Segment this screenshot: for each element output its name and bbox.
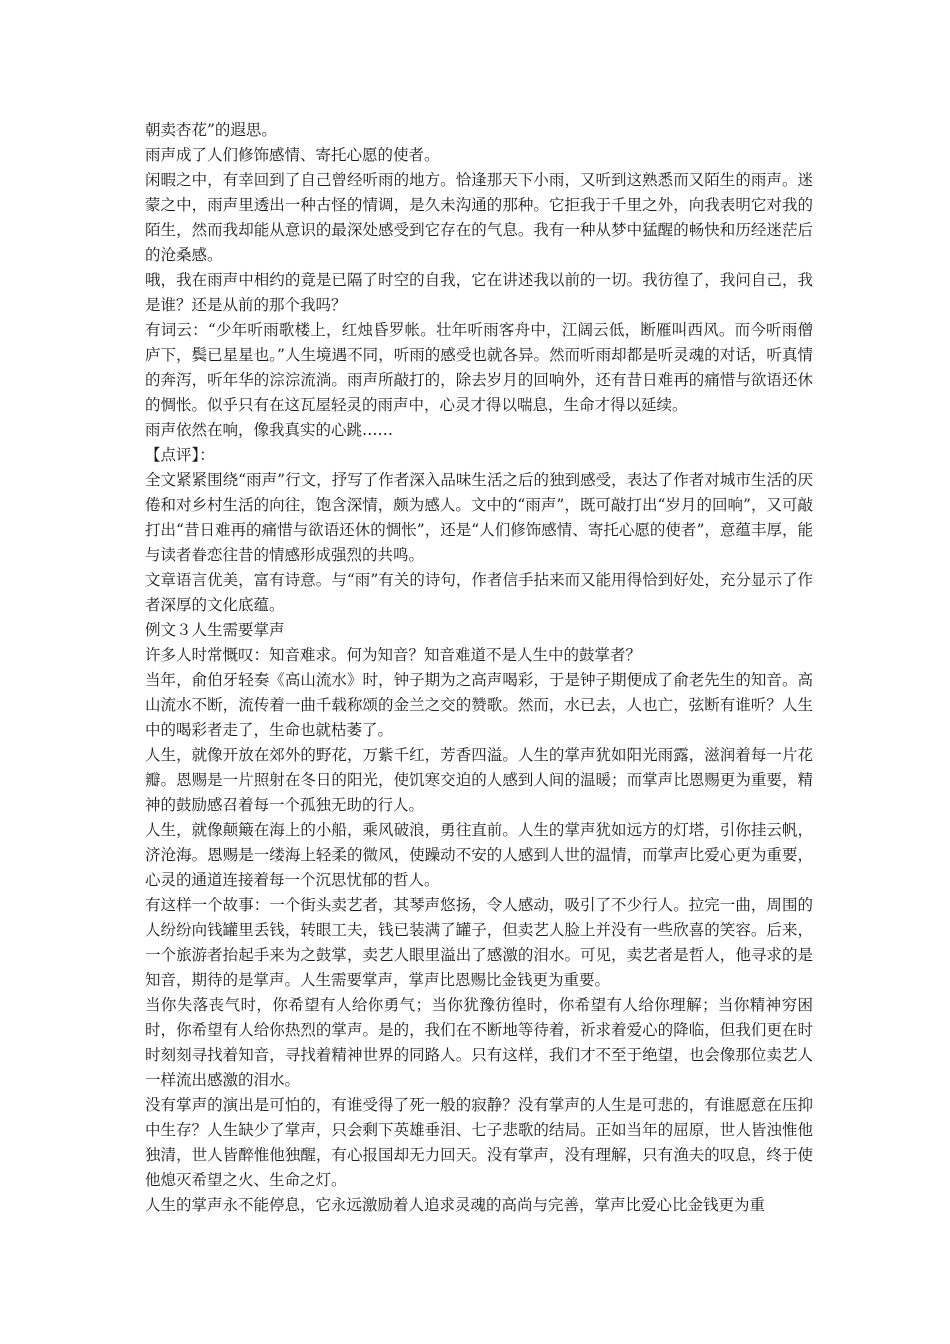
- comment-heading: 【点评】：: [145, 446, 215, 464]
- paragraph-14: 人生，就像颠簸在海上的小船，乘风破浪，勇往直前。人生的掌声犹如远方的灯塔，引你挂云帆，济沧海。恩赐是一缕海上轻柔的微风，使躁动不安的人感到人世的温情，而掌声比爱心更为重要，心灵的通道连接着每一个沉思忧郁的哲人。: [145, 821, 813, 889]
- paragraph-5: 有词云：“少年听雨歌楼上，红烛昏罗帐。壮年听雨客舟中，江阔云低，断雁叫西风。而今听雨僧庐下，鬓已星星也。”人生境遇不同，听雨的感受也就各异。然而听雨却都是听灵魂的对话，听真情的奔泻，听年华的淙淙流淌。雨声所敲打的，除去岁月的回响外，还有昔日难再的痛惜与欲语还休的惆怅。似乎只有在这瓦屋轻灵的雨声中，心灵才得以喘息，生命才得以延续。: [145, 321, 813, 414]
- paragraph-6: 雨声依然在响，像我真实的心跳……: [145, 421, 394, 439]
- example-title: 例文３人生需要掌声: [145, 621, 285, 639]
- paragraph-9: 文章语言优美，富有诗意。与“雨”有关的诗句，作者信手拈来而又能用得恰到好处，充分显示了作者深厚的文化底蕴。: [145, 571, 813, 614]
- paragraph-11: 许多人时常慨叹：知音难求。何为知音？知音难道不是人生中的鼓掌者？: [145, 646, 642, 664]
- paragraph-2: 雨声成了人们修饰感情、寄托心愿的使者。: [145, 146, 440, 164]
- paragraph-17: 没有掌声的演出是可怕的，有谁受得了死一般的寂静？没有掌声的人生是可悲的，有谁愿意在压抑中生存？人生缺少了掌声，只会剩下英雄垂泪、七子悲歌的结局。正如当年的屈原，世人皆浊惟他独清，世人皆醉惟他独醒，有心报国却无力回天。没有掌声，没有理解，只有渔夫的叹息，终于使他熄灭希望之火、生命之灯。: [145, 1096, 813, 1189]
- paragraph-15: 有这样一个故事：一个街头卖艺者，其琴声悠扬，令人感动，吸引了不少行人。拉完一曲，周围的人纷纷向钱罐里丢钱，转眼工夫，钱已装满了罐子，但卖艺人脸上并没有一些欣喜的笑容。后来，一个旅游者抬起手来为之鼓掌，卖艺人眼里溢出了感激的泪水。可见，卖艺者是哲人，他寻求的是知音，期待的是掌声。人生需要掌声，掌声比恩赐比金钱更为重要。: [145, 896, 813, 989]
- paragraph-8: 全文紧紧围绕“雨声”行文，抒写了作者深入品味生活之后的独到感受，表达了作者对城市生活的厌倦和对乡村生活的向往，饱含深情，颇为感人。文中的“雨声”，既可敲打出“岁月的回响”，又可敲打出“昔日难再的痛惜与欲语还休的惆怅”，还是“人们修饰感情、寄托心愿的使者”，意蕴丰厚，能与读者眷恋往昔的情感形成强烈的共鸣。: [145, 471, 813, 564]
- paragraph-16: 当你失落丧气时，你希望有人给你勇气；当你犹豫彷徨时，你希望有人给你理解；当你精神穷困时，你希望有人给你热烈的掌声。是的，我们在不断地等待着，祈求着爱心的降临，但我们更在时时刻刻寻找着知音，寻找着精神世界的同路人。只有这样，我们才不至于绝望，也会像那位卖艺人一样流出感激的泪水。: [145, 996, 813, 1089]
- paragraph-12: 当年，俞伯牙轻奏《高山流水》时，钟子期为之高声喝彩，于是钟子期便成了俞老先生的知音。高山流水不断，流传着一曲千载称颂的金兰之交的赞歌。然而，水已去，人也亡，弦断有谁听？人生中的喝彩者走了，生命也就枯萎了。: [145, 671, 813, 739]
- paragraph-4: 哦，我在雨声中相约的竟是已隔了时空的自我，它在讲述我以前的一切。我彷徨了，我问自己，我是谁？还是从前的那个我吗？: [145, 271, 813, 314]
- paragraph-3: 闲暇之中，有幸回到了自己曾经听雨的地方。恰逢那天下小雨，又听到这熟悉而又陌生的雨声。迷蒙之中，雨声里透出一种古怪的情调，是久未沟通的那种。它拒我于千里之外，向我表明它对我的陌生，然而我却能从意识的最深处感受到它存在的气息。我有一种从梦中猛醒的畅快和历经迷茫后的沧桑感。: [145, 171, 813, 264]
- article-body: [145, 118, 813, 1218]
- paragraph-1: 朝卖杏花”的遐思。: [145, 121, 277, 139]
- paragraph-18: 人生的掌声永不能停息，它永远激励着人追求灵魂的高尚与完善，掌声比爱心比金钱更为重: [145, 1196, 766, 1214]
- paragraph-13: 人生，就像开放在郊外的野花，万紫千红，芳香四溢。人生的掌声犹如阳光雨露，滋润着每一片花瓣。恩赐是一片照射在冬日的阳光，使饥寒交迫的人感到人间的温暖；而掌声比恩赐更为重要，精神的鼓励感召着每一个孤独无助的行人。: [145, 746, 813, 814]
